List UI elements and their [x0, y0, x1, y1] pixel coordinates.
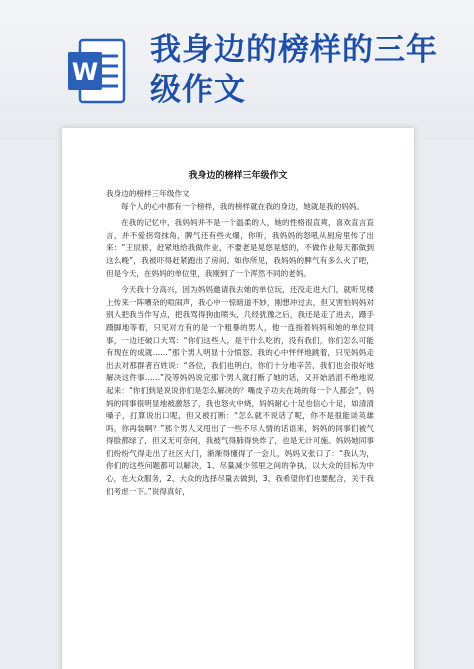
word-document-icon — [66, 36, 128, 106]
banner-title: 我身边的榜样的三年级作文 — [150, 32, 438, 108]
word-logo-letter: W — [71, 58, 99, 86]
document-subtitle: 我身边的榜样三年级作文 — [106, 189, 190, 198]
document-body — [106, 188, 374, 502]
document-paragraph: 每个人的心中都有一个榜样，我的榜样就在我的身边，她就是我的妈妈。 — [121, 201, 364, 211]
document-page — [62, 128, 414, 669]
document-paragraph: 在我的记忆中，我妈妈并不是一个温柔的人，她的性格很直爽，喜欢直言直言，并不爱拐弯抹角，脾气还有些火爆，你听，我妈妈的怒吼从厨房里传了出来：“王辰骄，赶紧地给我做作业，不要老是晃悠晃悠的，不做作业每天都做到这么晚”，我被吓得赶紧跑出了房间。如你所见，我妈妈的脾气有多么火了吧，但是今天，在妈妈的单位里，我刚到了一个浑然不同的老妈。 — [106, 218, 374, 278]
document-paragraph: 今天我十分高兴，因为妈妈邀请我去她的单位玩，还没走进大门，就听见楼上传来一阵嘈杂的喧闹声，我心中一惊暗道不妙，刚想冲过去，但又害怕妈妈对别人把我当作写点，把我骂得狗血喷头，几经犹豫之后，我还是走了进去，蹑手蹑脚地等着，只见对方有的是一个粗暴的男人，他一连指着妈妈和她的单位同事，一边还破口大骂：“你们这些人，是干什么吃的，没有我们，你们怎么可能有现在的成就……”那个男人明显十分愤怒。我的心中怦怦地跳着，只见妈妈走出去对那群者百姓说：“各位，我们也明白，你们十分地辛苦，我们也会很好地解决这件事……”没等妈妈说完那个男人就打断了她的话，又开始滔滔不绝地说起来：“你们到是说说你们是怎么解决的？嘴皮子功夫在场的每一个人都会”，妈妈的同事很明显地被激怒了，我也怒火中烧，妈妈耐心十足也信心十足，如清清嗓子，打算说出口呢，但又被打断：“怎么就不说话了呢，你不是很能谈英雄吗，你再装啊？”那个男人又甩出了一些不尽人情的话语来，妈妈的同事们被气得脸都绿了，但又无可奈何，我被气得肺得快炸了，也是无计可施。妈妈她同事们纷纷气得走出了社区大门，渐渐得懂得了一会儿，妈妈又张口了：“我认为，你们的这些问题都可以解决，1、尽量减少邻里之间的争执，以大众的目标为中心，在大众服务，2、大众的选择尽量去做到，3、我希望你们也要配合，关于我们考虑一下。”说得真好， — [106, 285, 374, 496]
document-title: 我身边的榜样三年级作文 — [188, 171, 288, 181]
